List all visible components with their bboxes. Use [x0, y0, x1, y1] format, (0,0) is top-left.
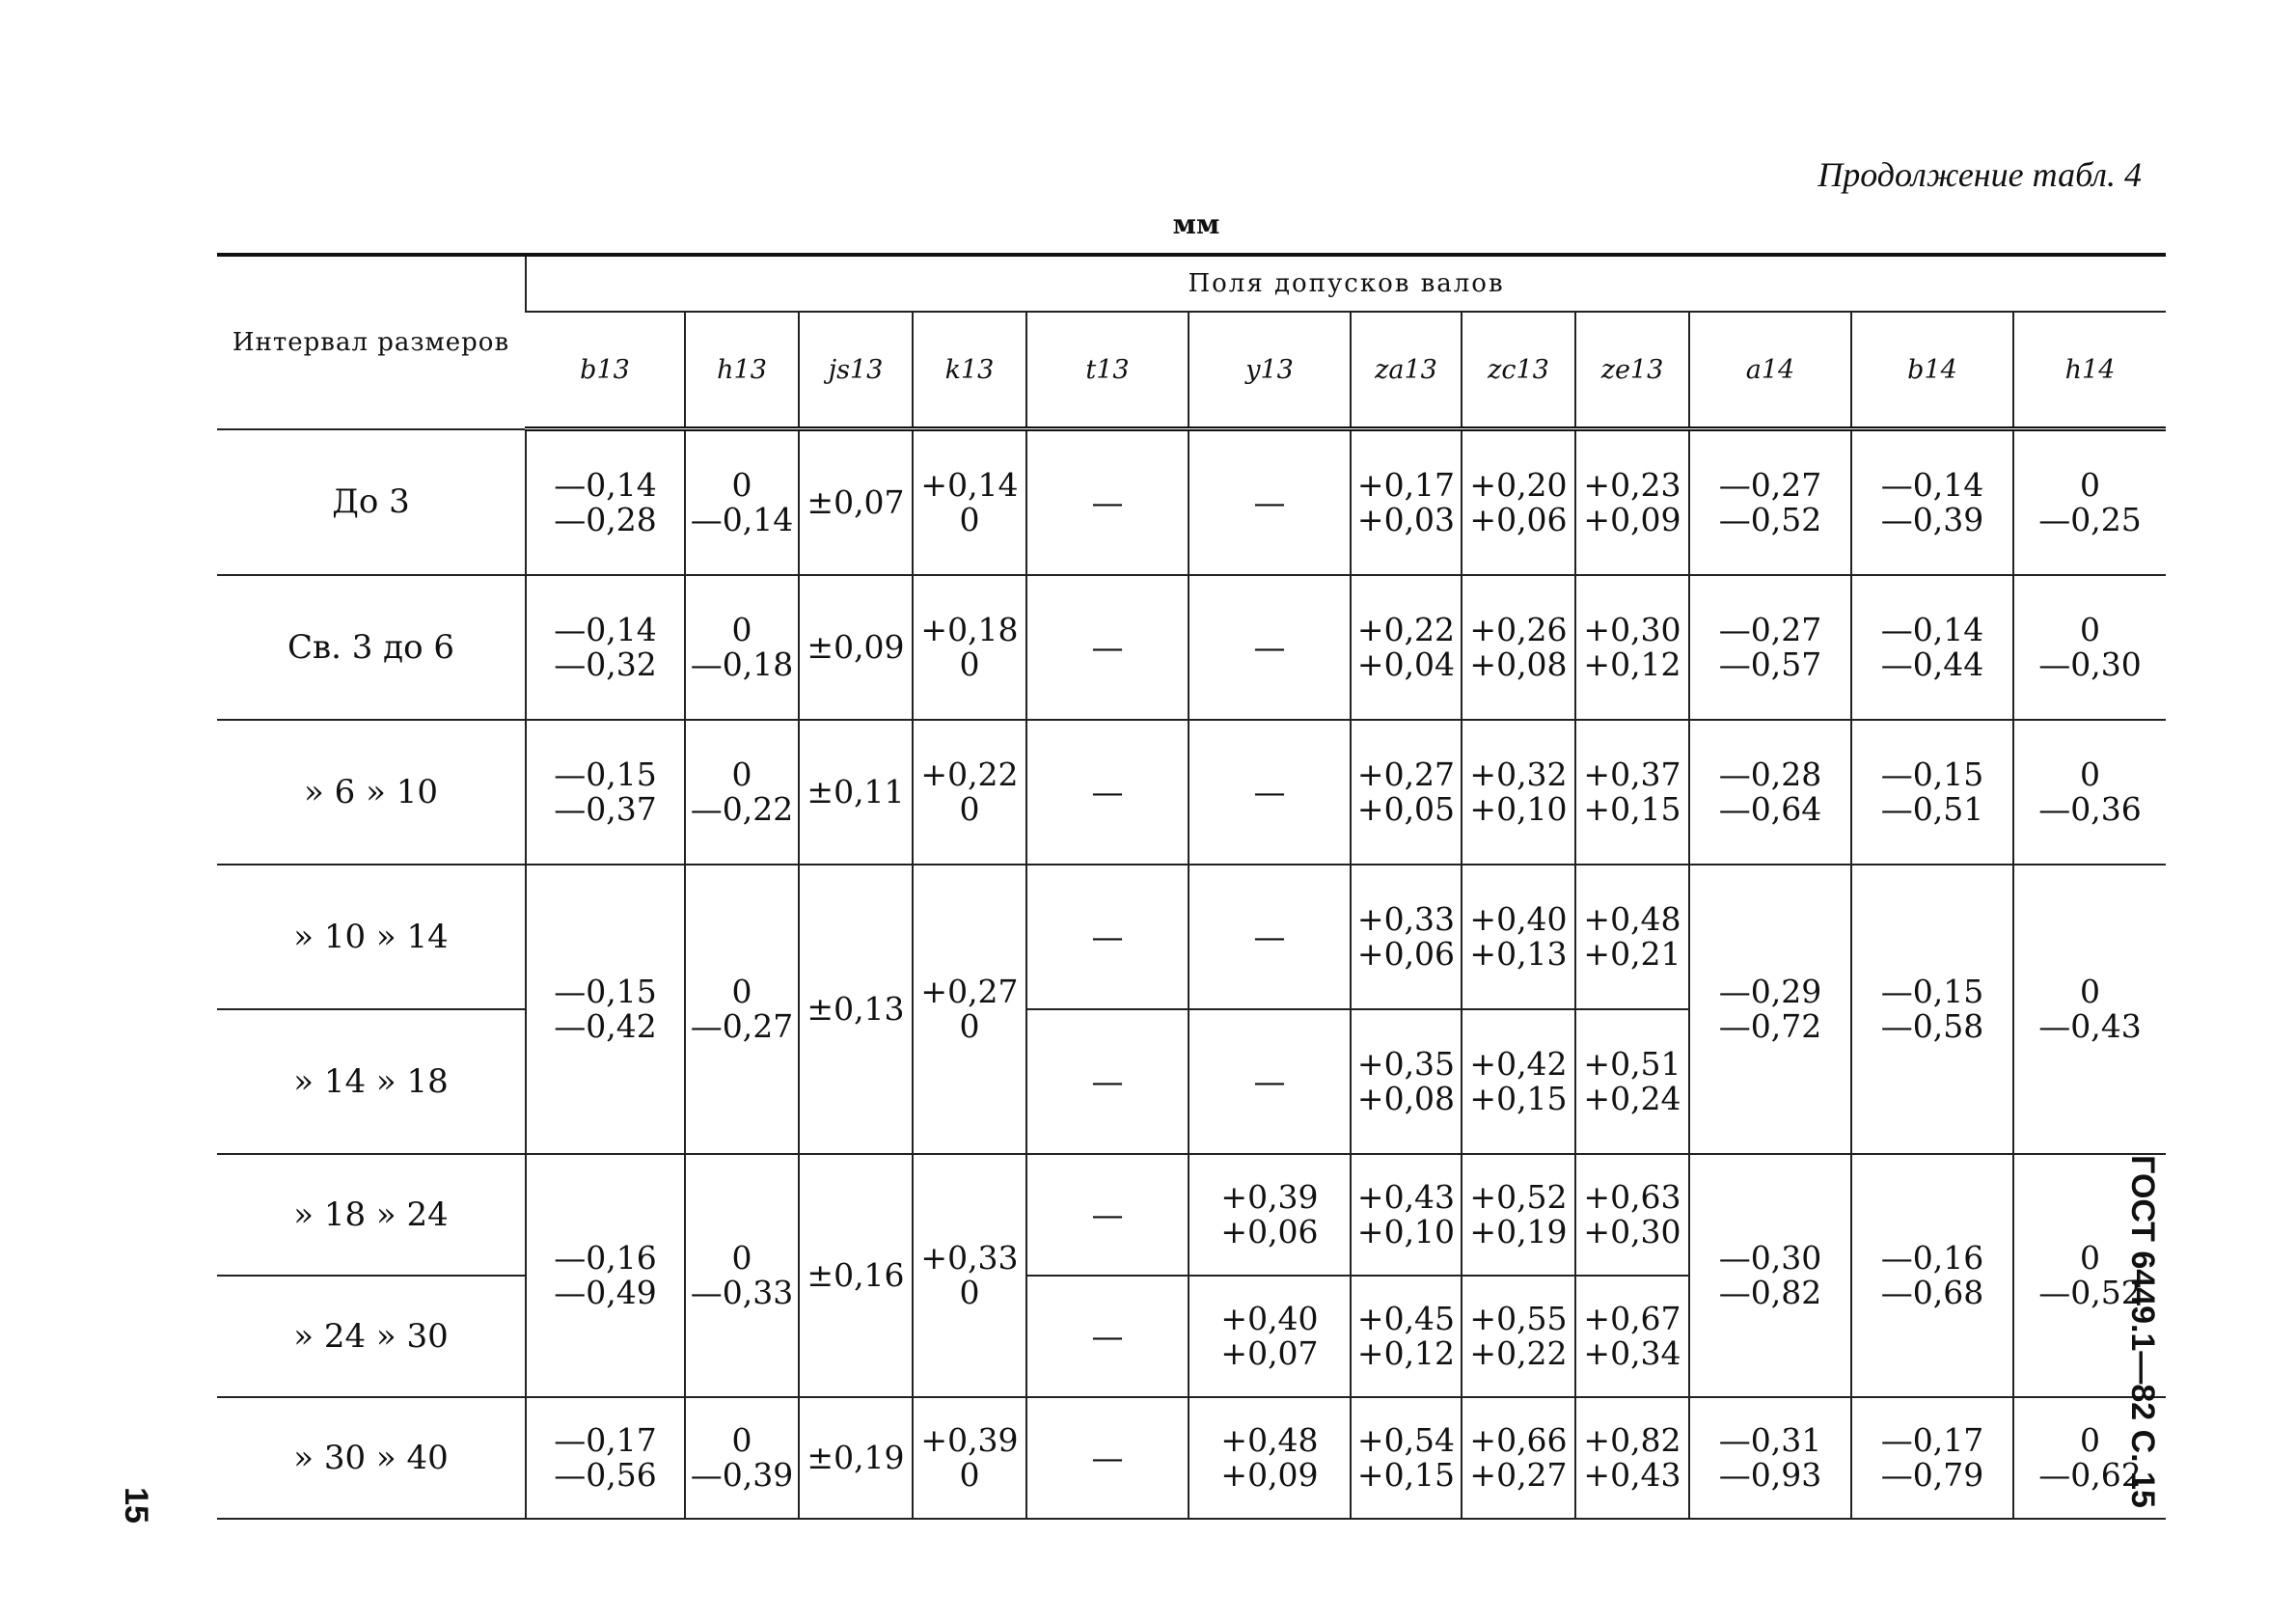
column-header-js13: js13: [799, 312, 913, 429]
cell-t13: —: [1026, 1276, 1189, 1397]
cell-zc13: +0,52 +0,19: [1462, 1154, 1575, 1276]
cell-zc13: +0,40 +0,13: [1462, 865, 1575, 1009]
cell-za13: +0,45 +0,12: [1351, 1276, 1462, 1397]
cell-js13: ±0,16: [799, 1154, 913, 1397]
cell-h13: 0 —0,18: [685, 575, 799, 720]
cell-zc13: +0,20 +0,06: [1462, 429, 1575, 576]
cell-b14: —0,16 —0,68: [1851, 1154, 2013, 1397]
cell-zc13: +0,66 +0,27: [1462, 1397, 1575, 1519]
cell-y13: +0,39 +0,06: [1189, 1154, 1351, 1276]
cell-h14: 0 —0,36: [2013, 720, 2166, 865]
cell-y13: +0,48 +0,09: [1189, 1397, 1351, 1519]
cell-h14: 0 —0,43: [2013, 865, 2166, 1154]
cell-a14: —0,29 —0,72: [1689, 865, 1851, 1154]
cell-za13: +0,54 +0,15: [1351, 1397, 1462, 1519]
table-row: [217, 1397, 2166, 1519]
cell-k13: +0,14 0: [913, 429, 1026, 576]
gost-standard-label: ГОСТ 6449.1—82 С. 15: [2124, 1155, 2161, 1508]
column-header-h14: h14: [2013, 312, 2166, 429]
cell-js13: ±0,19: [799, 1397, 913, 1519]
cell-za13: +0,27 +0,05: [1351, 720, 1462, 865]
cell-a14: —0,30 —0,82: [1689, 1154, 1851, 1397]
cell-b13: —0,17 —0,56: [526, 1397, 685, 1519]
table-row: [217, 1154, 2166, 1276]
cell-t13: —: [1026, 865, 1189, 1009]
table-continuation-caption: Продолжение табл. 4: [1818, 155, 2142, 194]
cell-b14: —0,15 —0,51: [1851, 720, 2013, 865]
cell-t13: —: [1026, 1397, 1189, 1519]
size-interval-label: » 10 » 14: [217, 865, 526, 1009]
table-row: [217, 429, 2166, 576]
cell-a14: —0,27 —0,57: [1689, 575, 1851, 720]
cell-h13: 0 —0,27: [685, 865, 799, 1154]
column-header-ze13: ze13: [1575, 312, 1689, 429]
cell-h13: 0 —0,22: [685, 720, 799, 865]
table-row: [217, 575, 2166, 720]
cell-ze13: +0,37 +0,15: [1575, 720, 1689, 865]
cell-y13: —: [1189, 1009, 1351, 1154]
page-number: 15: [118, 1487, 154, 1524]
cell-b13: —0,15 —0,37: [526, 720, 685, 865]
column-header-a14: a14: [1689, 312, 1851, 429]
cell-h13: 0 —0,33: [685, 1154, 799, 1397]
cell-b13: —0,15 —0,42: [526, 865, 685, 1154]
table-row: [217, 720, 2166, 865]
column-header-y13: y13: [1189, 312, 1351, 429]
cell-ze13: +0,82 +0,43: [1575, 1397, 1689, 1519]
column-header-za13: za13: [1351, 312, 1462, 429]
cell-b13: —0,14 —0,28: [526, 429, 685, 576]
cell-b14: —0,17 —0,79: [1851, 1397, 2013, 1519]
column-header-k13: k13: [913, 312, 1026, 429]
cell-a14: —0,31 —0,93: [1689, 1397, 1851, 1519]
tolerance-fields-header: Поля допусков валов: [526, 255, 2166, 312]
size-interval-label: » 18 » 24: [217, 1154, 526, 1276]
cell-za13: +0,17 +0,03: [1351, 429, 1462, 576]
cell-y13: —: [1189, 429, 1351, 576]
cell-js13: ±0,13: [799, 865, 913, 1154]
cell-k13: +0,39 0: [913, 1397, 1026, 1519]
cell-za13: +0,33 +0,06: [1351, 865, 1462, 1009]
cell-js13: ±0,07: [799, 429, 913, 576]
table-row: [217, 865, 2166, 1009]
cell-b13: —0,14 —0,32: [526, 575, 685, 720]
cell-a14: —0,27 —0,52: [1689, 429, 1851, 576]
cell-ze13: +0,48 +0,21: [1575, 865, 1689, 1009]
cell-zc13: +0,26 +0,08: [1462, 575, 1575, 720]
size-interval-label: Св. 3 до 6: [217, 575, 526, 720]
cell-za13: +0,43 +0,10: [1351, 1154, 1462, 1276]
size-interval-label: » 6 » 10: [217, 720, 526, 865]
cell-h14: 0 —0,30: [2013, 575, 2166, 720]
cell-za13: +0,22 +0,04: [1351, 575, 1462, 720]
size-interval-label: » 14 » 18: [217, 1009, 526, 1154]
cell-b14: —0,14 —0,44: [1851, 575, 2013, 720]
cell-h14: 0 —0,62: [2013, 1397, 2166, 1519]
column-header-t13: t13: [1026, 312, 1189, 429]
cell-a14: —0,28 —0,64: [1689, 720, 1851, 865]
cell-js13: ±0,11: [799, 720, 913, 865]
cell-zc13: +0,55 +0,22: [1462, 1276, 1575, 1397]
cell-b14: —0,15 —0,58: [1851, 865, 2013, 1154]
cell-y13: —: [1189, 720, 1351, 865]
cell-y13: —: [1189, 575, 1351, 720]
cell-zc13: +0,32 +0,10: [1462, 720, 1575, 865]
cell-k13: +0,18 0: [913, 575, 1026, 720]
cell-y13: +0,40 +0,07: [1189, 1276, 1351, 1397]
cell-k13: +0,33 0: [913, 1154, 1026, 1397]
cell-js13: ±0,09: [799, 575, 913, 720]
cell-h13: 0 —0,39: [685, 1397, 799, 1519]
cell-y13: —: [1189, 865, 1351, 1009]
column-header-b14: b14: [1851, 312, 2013, 429]
cell-za13: +0,35 +0,08: [1351, 1009, 1462, 1154]
cell-h14: 0 —0,25: [2013, 429, 2166, 576]
size-interval-label: До 3: [217, 429, 526, 576]
interval-column-header: Интервал размеров: [217, 255, 526, 429]
cell-ze13: +0,67 +0,34: [1575, 1276, 1689, 1397]
cell-ze13: +0,51 +0,24: [1575, 1009, 1689, 1154]
cell-t13: —: [1026, 575, 1189, 720]
cell-h14: 0 —0,52: [2013, 1154, 2166, 1397]
cell-ze13: +0,23 +0,09: [1575, 429, 1689, 576]
size-interval-label: » 30 » 40: [217, 1397, 526, 1519]
cell-k13: +0,22 0: [913, 720, 1026, 865]
tolerance-table: [217, 253, 2166, 1520]
cell-t13: —: [1026, 720, 1189, 865]
size-interval-label: » 24 » 30: [217, 1276, 526, 1397]
column-header-zc13: zc13: [1462, 312, 1575, 429]
column-header-b13: b13: [526, 312, 685, 429]
cell-ze13: +0,30 +0,12: [1575, 575, 1689, 720]
cell-b13: —0,16 —0,49: [526, 1154, 685, 1397]
cell-h13: 0 —0,14: [685, 429, 799, 576]
cell-t13: —: [1026, 429, 1189, 576]
cell-zc13: +0,42 +0,15: [1462, 1009, 1575, 1154]
cell-k13: +0,27 0: [913, 865, 1026, 1154]
unit-label: мм: [1172, 208, 1220, 240]
cell-ze13: +0,63 +0,30: [1575, 1154, 1689, 1276]
cell-t13: —: [1026, 1009, 1189, 1154]
cell-t13: —: [1026, 1154, 1189, 1276]
column-header-h13: h13: [685, 312, 799, 429]
cell-b14: —0,14 —0,39: [1851, 429, 2013, 576]
